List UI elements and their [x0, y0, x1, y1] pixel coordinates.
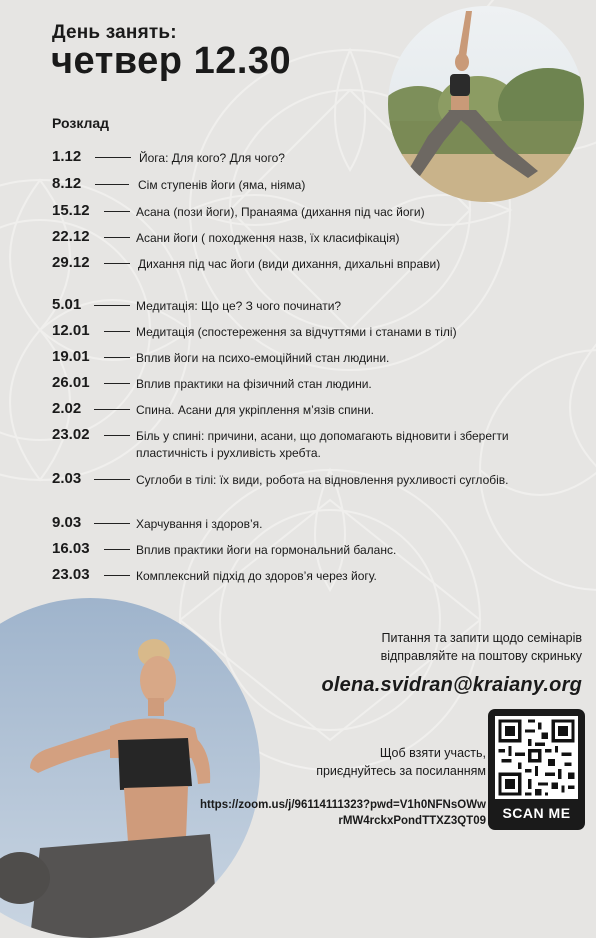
schedule-topic: Спина. Асани для укріплення м’язів спини.: [136, 403, 375, 417]
schedule-topic: Асани йоги ( походження назв, їх класифікація): [136, 231, 400, 245]
schedule-date: 15.12: [52, 202, 90, 219]
schedule-date: 29.12: [52, 254, 90, 271]
schedule-dash: [104, 383, 130, 384]
schedule-topic: Вплив практики йоги на гормональний баланс.: [136, 543, 397, 557]
schedule-date: 19.01: [52, 348, 90, 365]
schedule-dash: [104, 357, 130, 358]
schedule-date: 16.03: [52, 540, 90, 557]
qr-caption: SCAN ME: [502, 805, 571, 821]
schedule-date: 2.03: [52, 470, 82, 487]
contact-note: [282, 629, 582, 665]
schedule-day-time: четвер 12.30: [51, 40, 292, 82]
schedule-topic: Дихання під час йоги (види дихання, дихальні вправи): [138, 257, 441, 271]
schedule-dash: [94, 479, 130, 480]
schedule-date: 12.01: [52, 322, 90, 339]
contact-note-line2: відправляйте на поштову скриньку: [380, 649, 582, 663]
schedule-topic: Вплив практики на фізичний стан людини.: [136, 377, 372, 391]
schedule-topic: Асана (пози йоги), Пранаяма (дихання під час йоги): [136, 205, 425, 219]
schedule-day-label: День занять:: [52, 22, 177, 43]
schedule-title: Розклад: [52, 115, 110, 131]
join-note: [266, 744, 486, 780]
schedule-date: 26.01: [52, 374, 90, 391]
contact-email-link[interactable]: olena.svidran@kraiany.org: [321, 674, 582, 696]
schedule-topic: Медитація (спостереження за відчуттями і станами в тілі): [136, 325, 457, 339]
schedule-topic: Сім ступенів йоги (яма, ніяма): [138, 178, 306, 192]
schedule-dash: [104, 435, 130, 436]
schedule-date: 1.12: [52, 148, 82, 165]
schedule-dash: [95, 184, 129, 185]
schedule-topic: Йога: Для кого? Для чого?: [139, 151, 285, 165]
schedule-dash: [94, 523, 130, 524]
join-note-line2: приєднуйтесь за посиланням: [316, 764, 486, 778]
schedule-topic: Медитація: Що це? З чого починати?: [136, 299, 342, 313]
yoga-photo-top: [388, 6, 584, 202]
join-note-line1: Щоб взяти участь,: [379, 746, 486, 760]
schedule-dash: [104, 575, 130, 576]
schedule-date: 22.12: [52, 228, 90, 245]
schedule-date: 9.03: [52, 514, 82, 531]
schedule-dash: [94, 409, 130, 410]
qr-code-frame[interactable]: [488, 709, 585, 830]
schedule-dash: [104, 549, 130, 550]
schedule-topic: Біль у спині: причини, асани, що допомагають відновити і зберегти пластичність і рухливість хребта.: [136, 429, 509, 460]
qr-code-icon: [495, 716, 578, 799]
contact-note-line1: Питання та запити щодо семінарів: [381, 631, 582, 645]
schedule-date: 8.12: [52, 175, 82, 192]
zoom-link[interactable]: https://zoom.us/j/96114111323?pwd=V1h0NFNsOWwrMW4rckxPondTTXZ3QT09: [200, 799, 486, 827]
schedule-date: 23.02: [52, 426, 90, 443]
schedule-topic: Суглоби в тілі: їх види, робота на відновлення рухливості суглобів.: [136, 473, 509, 487]
schedule-date: 2.02: [52, 400, 82, 417]
schedule-dash: [104, 211, 130, 212]
schedule-dash: [94, 305, 130, 306]
schedule-dash: [104, 237, 130, 238]
schedule-topic: Харчування і здоров’я.: [136, 517, 263, 531]
schedule-date: 23.03: [52, 566, 90, 583]
schedule-dash: [95, 157, 131, 158]
schedule-topic: Комплексний підхід до здоров’я через йогу.: [136, 569, 377, 583]
schedule-dash: [104, 331, 130, 332]
schedule-date: 5.01: [52, 296, 82, 313]
schedule-topic: Вплив йоги на психо-емоційний стан людини.: [136, 351, 390, 365]
schedule-dash: [104, 263, 130, 264]
